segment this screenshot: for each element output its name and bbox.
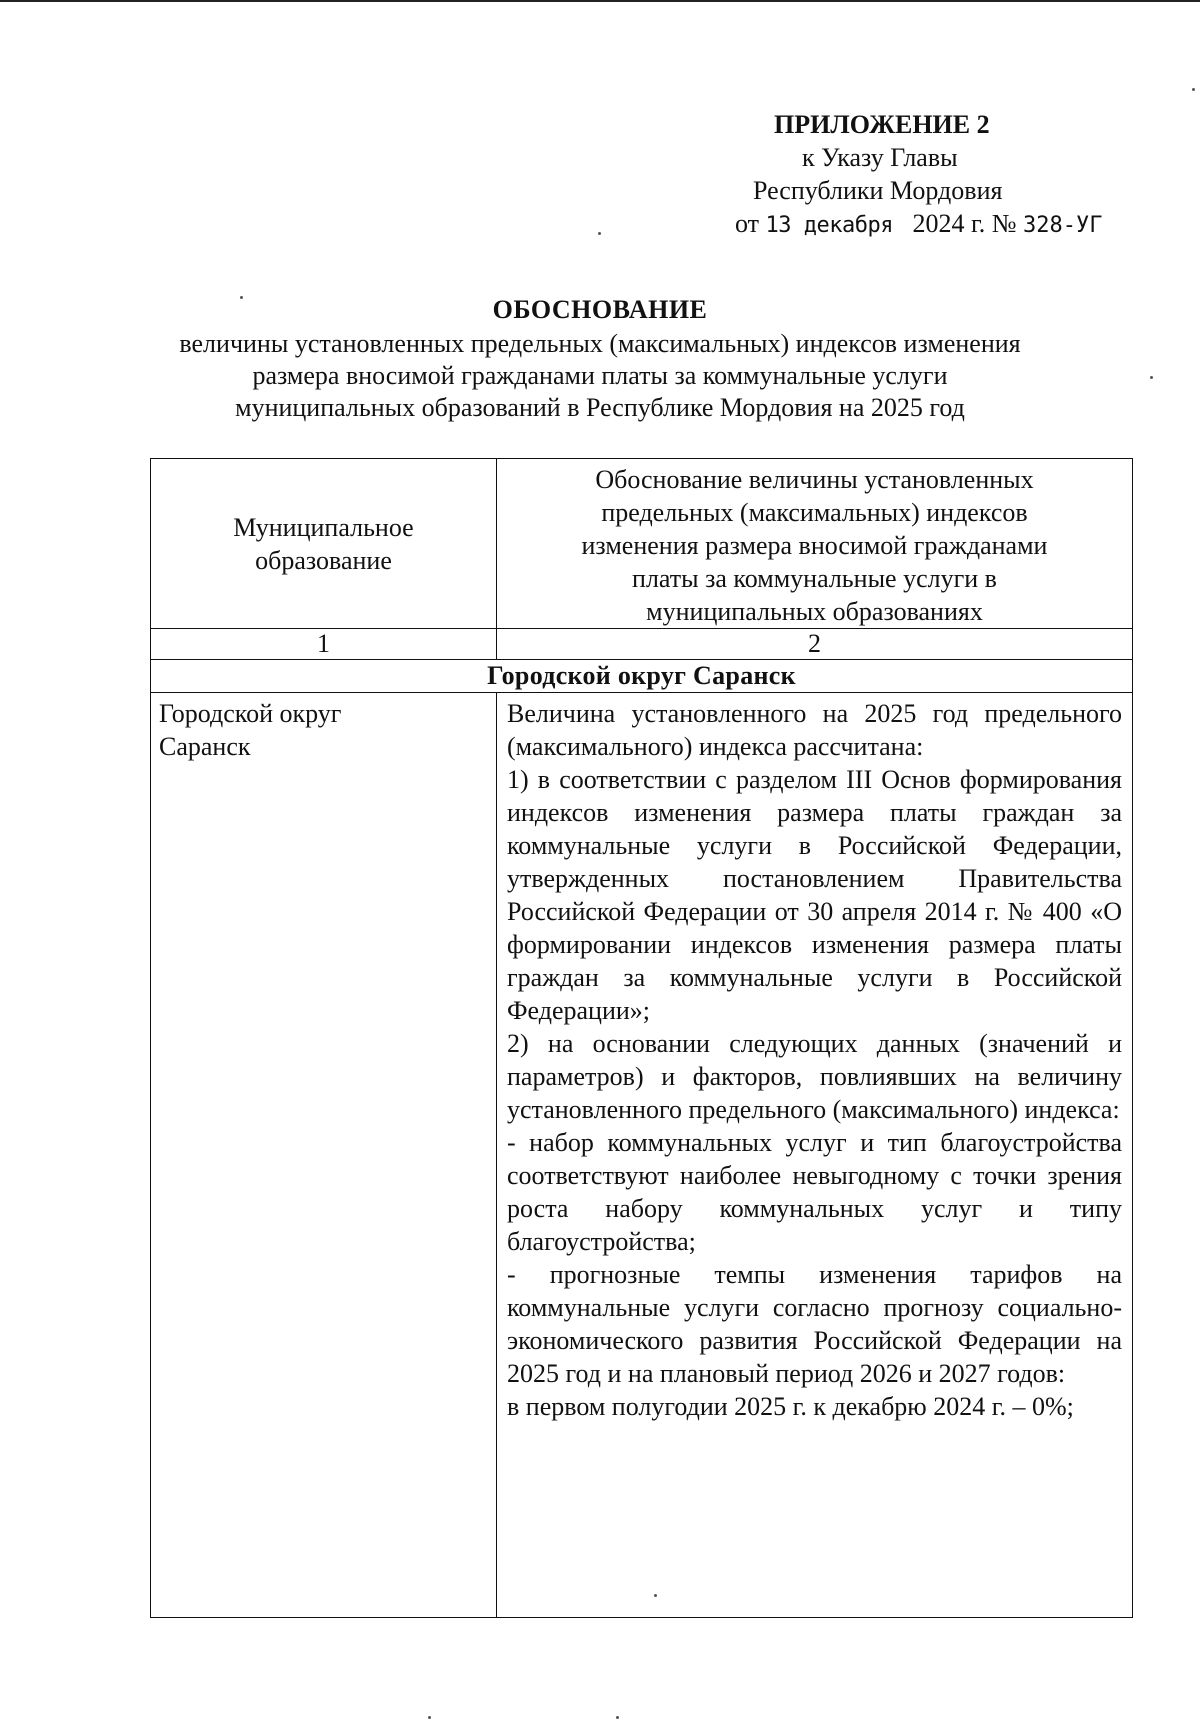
heading-line-1: величины установленных предельных (максимальных) индексов изменения xyxy=(179,329,1021,358)
column-number-row xyxy=(151,629,1133,660)
document-heading xyxy=(140,294,1060,424)
heading-line-3: муниципальных образований в Республике Мордовия на 2025 год xyxy=(235,393,965,422)
appendix-date-line xyxy=(690,207,1150,242)
column-number: 1 xyxy=(151,629,497,660)
table-header-row xyxy=(151,459,1133,629)
justification-paragraph: в первом полугодии 2025 г. к декабрю 2024 г. – 0%; xyxy=(507,1392,1074,1421)
header-municipality-line: Муниципальное xyxy=(233,512,414,542)
municipality-cell xyxy=(151,693,497,1618)
appendix-title: ПРИЛОЖЕНИЕ 2 xyxy=(774,110,990,139)
justification-table-wrap xyxy=(150,458,1132,1618)
justification-table xyxy=(150,458,1133,1618)
header-justification-line: предельных (максимальных) индексов xyxy=(601,498,1028,527)
header-justification-line: изменения размера вносимой гражданами xyxy=(581,531,1048,560)
appendix-region: Республики Мордовия xyxy=(753,176,1003,205)
municipality-name-line: Городской округ xyxy=(159,699,342,728)
justification-paragraph: Величина установленного на 2025 год предельного (максимального) индекса рассчитана: xyxy=(507,699,1122,761)
scan-speck xyxy=(240,296,243,299)
justification-paragraph: - набор коммунальных услуг и тип благоустройства соответствуют наиболее невыгодному с точки зрения роста набору коммунальных услуг и типу благоустройства; xyxy=(507,1128,1122,1256)
scan-speck xyxy=(654,1594,657,1597)
header-municipality-line: образование xyxy=(255,545,392,575)
header-justification-line: муниципальных образованиях xyxy=(646,597,983,626)
scan-speck xyxy=(616,1716,619,1719)
scan-speck xyxy=(598,232,601,235)
scan-speck xyxy=(1192,88,1195,91)
table-row xyxy=(151,693,1133,1618)
heading-title: ОБОСНОВАНИЕ xyxy=(492,295,708,324)
header-municipality xyxy=(151,459,497,629)
date-prefix: от xyxy=(735,209,760,238)
header-justification xyxy=(497,459,1133,629)
header-justification-line: Обоснование величины установленных xyxy=(595,465,1034,494)
header-justification-line: платы за коммунальные услуги в xyxy=(632,564,997,593)
municipality-name-line: Саранск xyxy=(159,732,251,761)
scan-speck xyxy=(428,1716,431,1719)
scan-top-edge xyxy=(0,0,1200,2)
justification-paragraph: - прогнозные темпы изменения тарифов на коммунальные услуги согласно прогнозу социально-экономического развития Российской Федерации на 2025 год и на плановый период 2026 и 2027 годов: xyxy=(507,1260,1122,1388)
appendix-decree-ref: к Указу Главы xyxy=(802,143,958,172)
justification-cell xyxy=(497,693,1133,1618)
column-number: 2 xyxy=(497,629,1133,660)
decree-year-no: 2024 г. № xyxy=(912,209,1017,238)
justification-paragraph: 1) в соответствии с разделом III Основ формирования индексов изменения размера платы граждан за коммунальные услуги в Российской Федерации, утвержденных постановлением Правительства Российской Федерации от 30 апреля 2014 г. № 400 «О формировании индексов изменения размера платы граждан за коммунальные услуги в Российской Федерации»; xyxy=(507,765,1122,1025)
heading-line-2: размера вносимой гражданами платы за коммунальные услуги xyxy=(252,361,948,390)
section-row xyxy=(151,660,1133,693)
justification-paragraph: 2) на основании следующих данных (значений и параметров) и факторов, повлиявших на величину установленного предельного (максимального) индекса: xyxy=(507,1029,1122,1124)
scan-speck xyxy=(1150,376,1153,379)
decree-date: 13 декабря xyxy=(765,213,893,238)
section-title: Городской округ Саранск xyxy=(151,660,1133,693)
appendix-header xyxy=(690,108,1150,242)
decree-number: 328-УГ xyxy=(1023,213,1103,238)
